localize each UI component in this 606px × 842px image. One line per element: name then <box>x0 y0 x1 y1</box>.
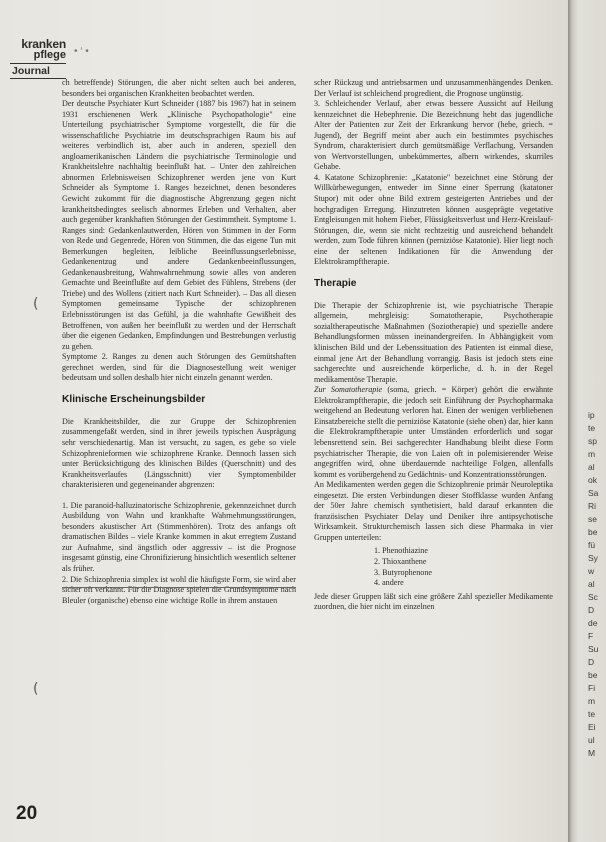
paragraph: Jede dieser Gruppen läßt sich eine größere Zahl spezieller Medikamente zuordnen, die hier nicht im einzelnen <box>314 591 553 612</box>
edge-text-fragment: D <box>588 657 595 667</box>
logo-line-journal: Journal <box>10 63 66 79</box>
edge-text-fragment: Su <box>588 644 599 654</box>
section-heading-therapie: Therapie <box>314 277 357 289</box>
edge-text-fragment: Sa <box>588 488 599 498</box>
edge-text-fragment: D <box>588 605 595 615</box>
edge-text-fragment: Ri <box>588 501 597 511</box>
list-item: 4. andere <box>374 578 404 588</box>
edge-text-fragment: ul <box>588 735 595 745</box>
list-item: 3. Butyrophenone <box>374 567 432 577</box>
drug-group-list <box>314 546 553 588</box>
edge-text-fragment: te <box>588 709 596 719</box>
edge-text-fragment: F <box>588 631 594 641</box>
text-column-right <box>314 78 553 613</box>
paragraph: 2. Die Schizophrenia simplex ist wohl die häufigste Form, sie wird aber sicher oft verkannt. Für die Diagnose spielen die Grundsymptome nach Bleuler (organische) ebenso eine wichtige Rolle in ihrem anstauen <box>62 574 296 605</box>
edge-text-fragment: be <box>588 670 598 680</box>
paragraph <box>314 385 553 480</box>
paragraph-text: (soma, griech. = Körper) gehört die erwähnte Elektrokrampftherapie, die jedoch seit Einführung der Psychopharmaka weitgehend an Bedeutung verloren hat. Einen der wenigen verbliebenen Einsatzbereiche stellt die perniziöse Katatonie (siehe oben) dar, hier kann die Elektrokrampftherapie unter Umständen erforderlich und sogar lebensrettend sein. Bei sachgerechter Handhabung bleibt diese Form psychiatrischer Therapie, die von Laien oft in polemisierender Weise angegriffen wird, ohne überdauernde nachteilige Folgen, allenfalls kommt es vorübergehend zu Gedächtnis- und Konzentrationsstörungen. <box>314 385 553 479</box>
edge-text-fragment: al <box>588 579 595 589</box>
logo-line-pflege: pflege <box>33 49 66 61</box>
list-item: 2. Thioxanthene <box>374 556 427 566</box>
text-column-left <box>62 78 296 606</box>
paragraph: An Medikamenten werden gegen die Schizophrenie primär Neuroleptika eingesetzt. Die ersten Verbindungen dieser Stoffklasse wurden Anfang der 50er Jahre chemisch synthetisiert, bald darauf erkannten die französischen Psychiater Delay und Deniker ihre antipsychotische Wirksamkeit. Strukturchemisch lassen sich diese Pharmaka in vier Gruppen unterteilen: <box>314 480 553 542</box>
edge-text-fragment: Ei <box>588 722 596 732</box>
adjacent-page-edge <box>568 0 606 842</box>
journal-logo <box>10 38 66 79</box>
paragraph: 3. Schleichender Verlauf, aber etwas bessere Aussicht auf Heilung kennzeichnet die Hebephrenie. Die Bezeichnung hebt das jugendliche Alter der Patienten zur Zeit der Erkrankung hervor (hebe, griech. = Jugend), der Begriff meint aber auch ein bestimmtes psychisches Syndrom, charakterisiert durch gemütsmäßige Verflachung, Versanden von Wertvorstellungen, unbekümmertes, albern wirkendes, skurriles Gehabe. <box>314 99 553 172</box>
edge-text-fragment: ok <box>588 475 597 485</box>
paragraph: ch betreffende) Störungen, die aber nicht selten auch bei anderen, besonders bei organischen Krankheiten beobachtet werden. <box>62 78 296 98</box>
binder-hole-mark: ( <box>33 681 39 697</box>
edge-text-fragment: ip <box>588 410 595 420</box>
divider <box>62 587 296 588</box>
page-number: 20 <box>16 803 38 824</box>
edge-text-fragment: Sy <box>588 553 598 563</box>
inline-label-somatotherapie: Zur Somatotherapie <box>314 385 383 395</box>
edge-text-fragment: fü <box>588 540 596 550</box>
edge-text-fragment: sp <box>588 436 597 446</box>
edge-text-fragment: m <box>588 696 596 706</box>
edge-text-fragment: te <box>588 423 596 433</box>
section-heading-klinische-erscheinungsbilder: Klinische Erscheinungsbilder <box>62 393 206 405</box>
paragraph: Die Therapie der Schizophrenie ist, wie psychiatrische Therapie allgemein, mehrgleisig: Somatotherapie, Psychotherapie sozialtherapeutische Maßnahmen (Soziotherapie) und spezielle andere Behandlungsformen müssen ineinandergreifen. In Abhängigkeit vom klinischen Bild und der Lebenssituation des Patienten ist einmal diese, einmal jene Art der Behandlung vorrangig. Basis ist jedoch stets eine sachgerechte und ausreichende körperliche, d. h. in der Regel medikamentöse Therapie. <box>314 300 553 384</box>
paragraph: Der deutsche Psychiater Kurt Schneider (1887 bis 1967) hat in seinem 1931 erschienenen Werk „Klinische Psychopathologie" eine Unterteilung psychiatrischer Symptome vorgestellt, die für die wissenschaftliche Psychiatrie im deutschsprachigen Raum bis auf weiteres verbindlich ist, aber auch in anderen, speziell den angloamerikanischen Ländern die psychiatrische Terminologie und Krankheitslehre nachhaltig beeinflußt hat. – Unter den zahlreichen abnormen Erlebnisweisen Schizophrener werden jene von Kurt Schneider als Symptome 1. Ranges bezeichnet, denen besonderes Gewicht zukommt für die diagnostische Abgrenzung gegen nicht krankheitsbedingtes seelisch abnormes Erleben und Verhalten, aber auch gegenüber krankhaften Störungen der Gestimmtheit. Symptome 1. Ranges sind: Gedankenlautwerden, Hören von Stimmen in der Form von Rede und Gegenrede, Hören von Stimmen, die das eigene Tun mit Bemerkungen begleiten, leibliche Beeinflussungserlebnisse, Gedankenentzug und andere Gedankenbeeinflussungen, Gedankenausbreitung, Wahnwahrnehmung sowie alles von anderen Gemachte und Beeinflußte auf dem Gebiet des Fühlens, Strebens (der Triebe) und des Wollens (zitiert nach Kurt Schneider). – Das all diesen Symptomen gemeinsame Typische der schizophrenen Erlebnisstörungen ist das Gefühl, ja die wahnhafte Gewißheit des Betroffenen, von außen her beeinflußt zu werden und der Herrschaft über die eigenen Gedanken, Empfindungen und Bestrebungen verlustig zu gehen. <box>62 99 296 351</box>
edge-text-fragment: Fi <box>588 683 596 693</box>
list-item: 1. Phenothiazine <box>374 546 428 556</box>
paragraph: 1. Die paranoid-halluzinatorische Schizophrenie, gekennzeichnet durch Ausbildung von Wahn und krankhafte Wahrnehmungsstörungen, besonders akustischer Art (Stimmenhören). Trotz des anfangs oft dramatischen Bildes – viele Kranke kommen in akut erregtem Zustand zur Aufnahme, sind ängstlich oder aggressiv – ist die Prognose insgesamt günstig, eine Chronifizierung hinsichtlich wesentlich seltener als früher. <box>62 500 296 573</box>
edge-text-fragment: w <box>588 566 595 576</box>
edge-text-fragment: al <box>588 462 595 472</box>
paragraph: Symptome 2. Ranges zu denen auch Störungen des Gemütshaften gerechnet werden, sind für die Diagnosestellung weit weniger bedeutsam und sollen deshalb hier nicht einzeln genannt werden. <box>62 352 296 383</box>
edge-text-fragment: se <box>588 514 597 524</box>
logo-line-kranken: kranken <box>21 37 66 51</box>
edge-text-fragment: be <box>588 527 598 537</box>
binder-hole-mark: ( <box>33 296 39 312</box>
edge-text-fragment: de <box>588 618 598 628</box>
paragraph: scher Rückzug und antriebsarmen und unzusammenhängendes Denken. Der Verlauf ist schleichend progredient, die Prognose ungünstig. <box>314 78 553 98</box>
logo-marks: • ‘ • <box>74 46 89 57</box>
edge-text-fragment: Sc <box>588 592 598 602</box>
paragraph: 4. Katatone Schizophrenie: „Katatonie" bezeichnet eine Störung der Willkürbewegungen, entweder im Sinne einer Sperrung (katatoner Stupor) mit oder ohne Bild extrem gesteigerten Antriebes und der hochgradigen Erregung. Hinzutreten können ausgeprägte vegetative Entgleisungen mit hohem Fieber, Flüssigkeitsverlust und Herz-Kreislauf-Störungen, die, wenn sie nicht rechtzeitig und ausreichend behandelt werden, zum Tode führen können (perniziöse Katatonie). Hier liegt noch eine der seltenen Indikationen für die Anwendung der Elektrokrampftherapie. <box>314 172 553 267</box>
edge-text-fragment: m <box>588 449 596 459</box>
paragraph: Die Krankheitsbilder, die zur Gruppe der Schizophrenien zusammengefaßt werden, sind in ihrer jeweils typischen Ausprägung sehr verschiedenartig. Man ist versucht, zu sagen, es gebe so viele Schizophrenieformen wie schizophrene Kranke. Dennoch lassen sich unter Berücksichtigung des klinischen Bildes (Querschnitt) und des Krankheitsverlaufes (Längsschnitt) vier Symptomenbilder charakterisieren und gegeneinander abgrenzen: <box>62 416 296 490</box>
edge-text-fragment: M <box>588 748 596 758</box>
